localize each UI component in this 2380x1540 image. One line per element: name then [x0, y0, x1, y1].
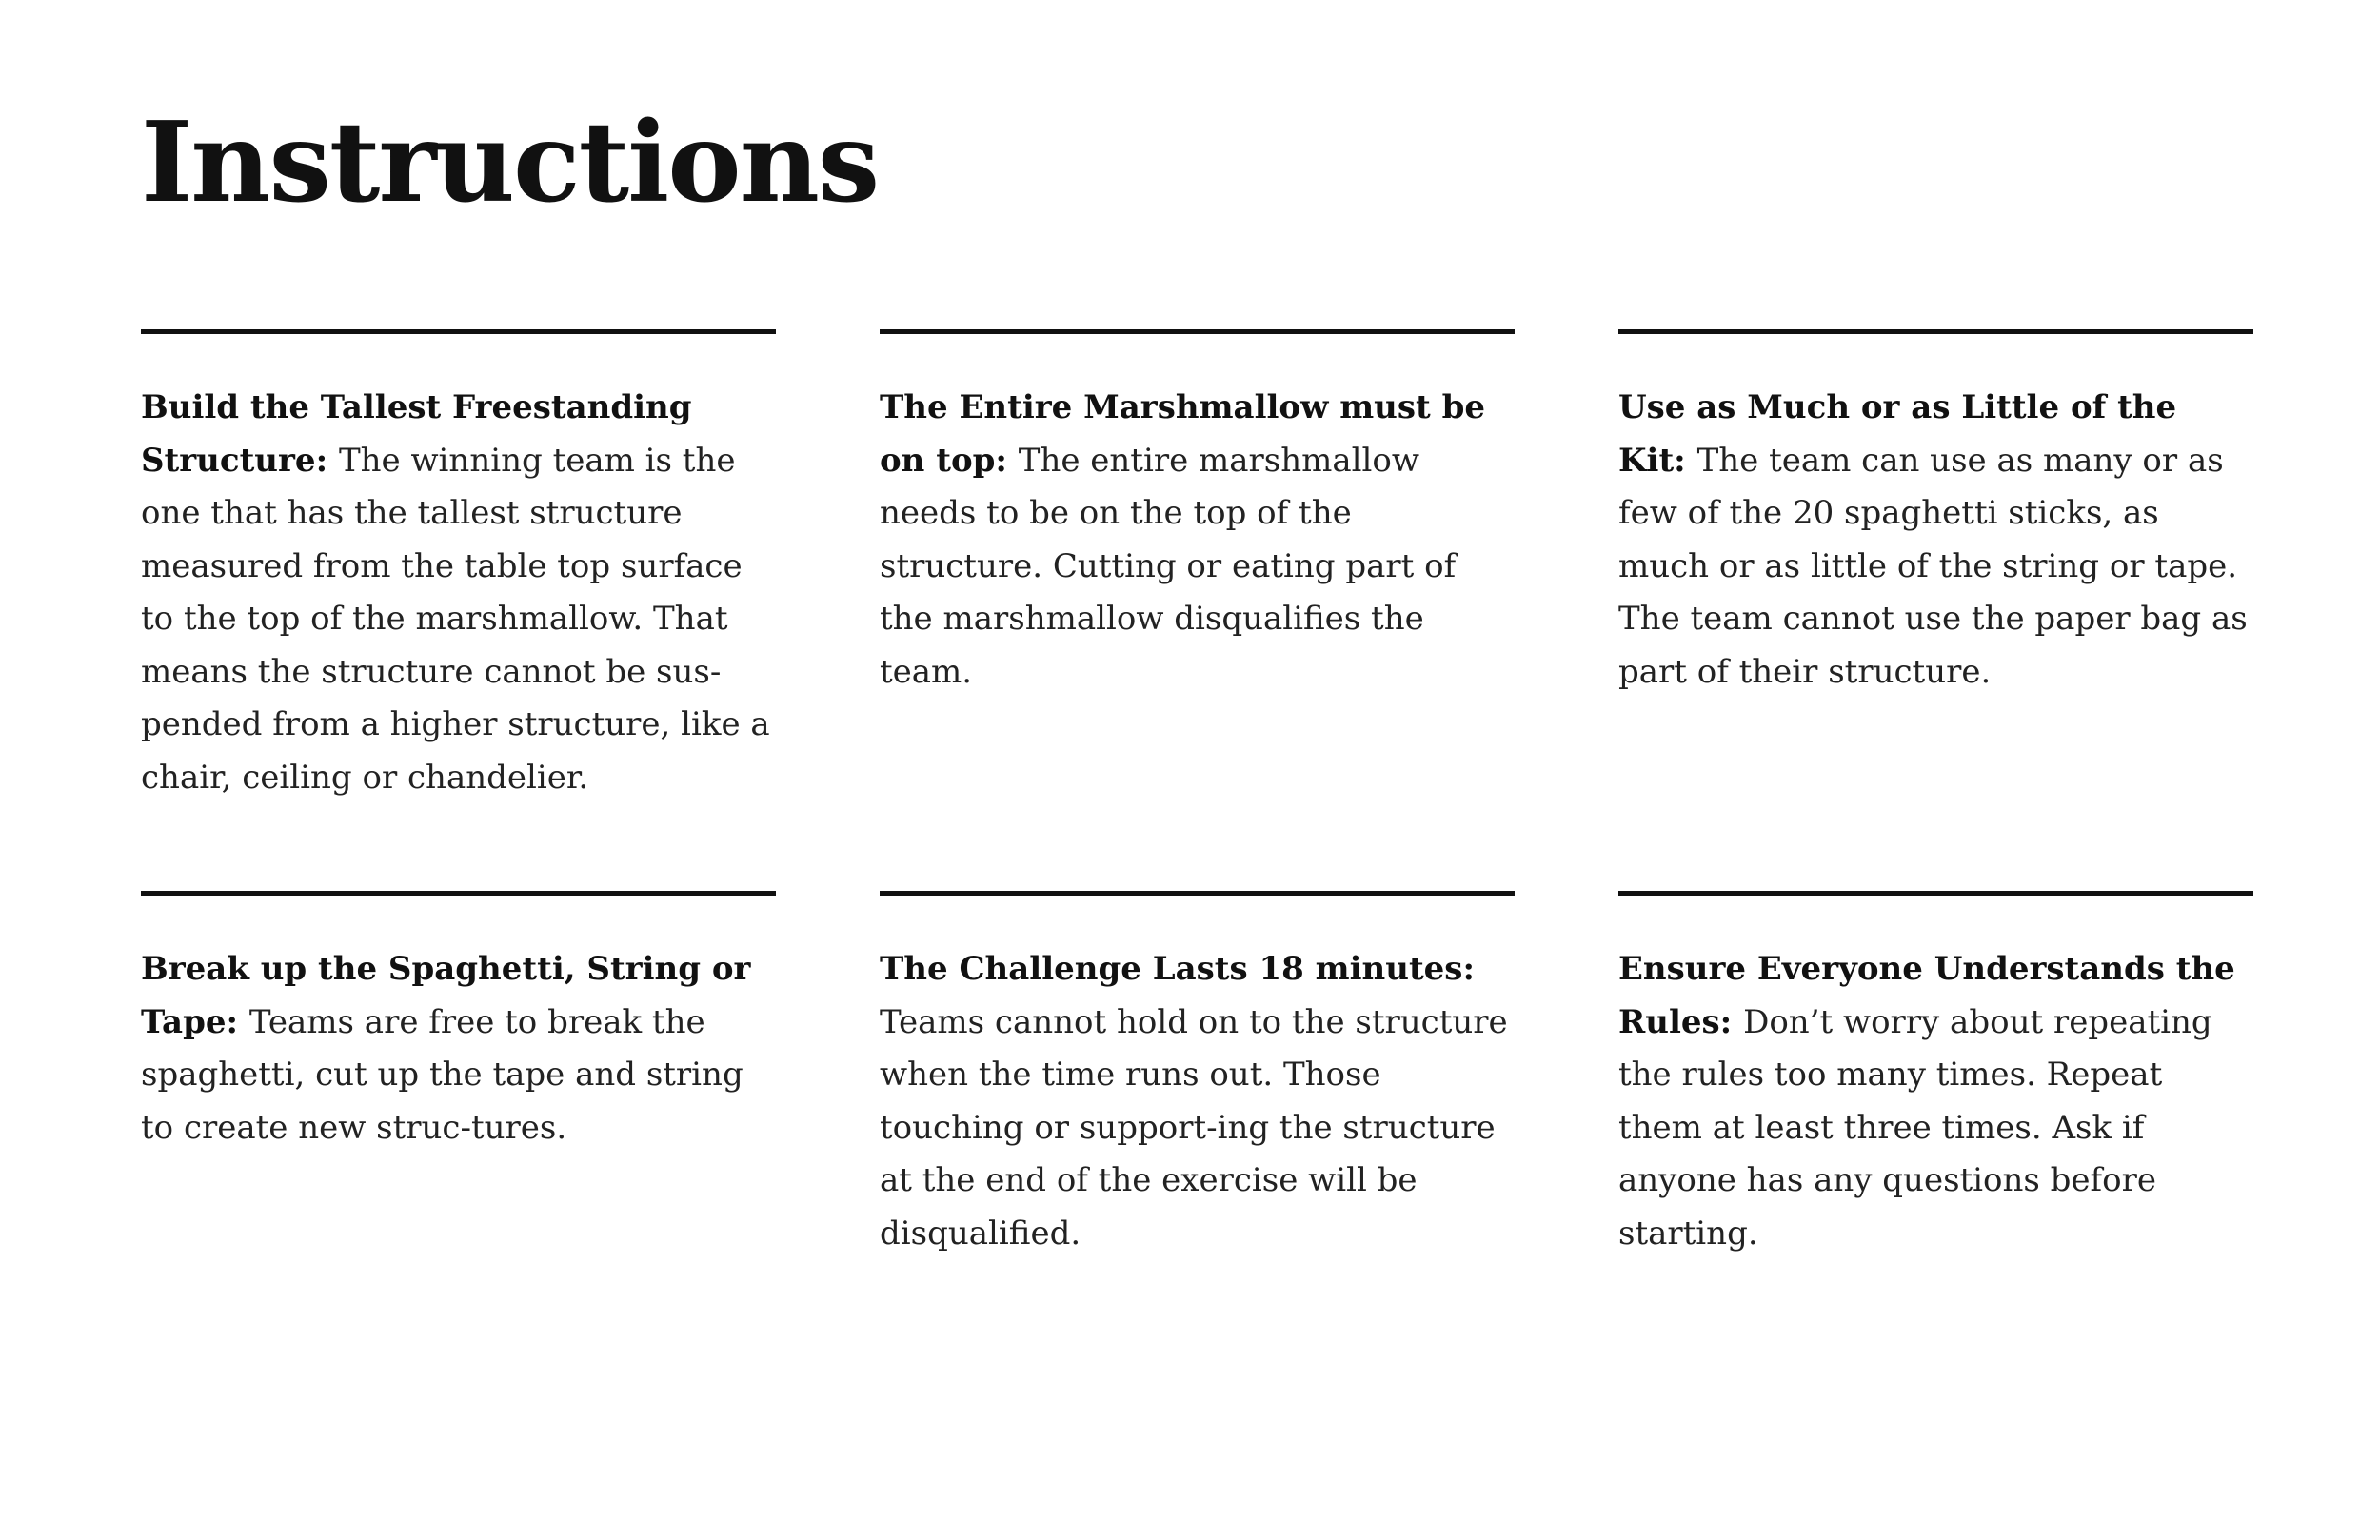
card-heading: Ensure Everyone Understands the Rules:	[1618, 950, 2235, 1041]
card-heading: Use as Much or as Little of the Kit:	[1618, 388, 2177, 480]
card-heading: The Challenge Lasts 18 minutes:	[880, 950, 1475, 988]
instruction-card-understand-rules	[1618, 891, 2253, 1291]
card-body: Don’t worry about repeating the rules too many times. Repeat them at least three times. Ask if anyone has any questions before starting.	[1618, 1002, 2212, 1253]
instruction-card-break-up-materials	[141, 891, 776, 1291]
card-body: The winning team is the one that has the tallest structure measured from the table top surface to the top of the marshmallow. That means the structure cannot be sus-pended from a higher structure, like a chair, ceiling or chandelier.	[141, 441, 770, 797]
instructions-grid	[141, 329, 2252, 1291]
card-body: The team can use as many or as few of the 20 spaghetti sticks, as much or as little of the string or tape. The team cannot use the paper bag as part of their structure.	[1618, 441, 2248, 691]
instruction-card-tallest-structure	[141, 329, 776, 891]
instruction-card-use-kit	[1618, 329, 2253, 891]
instruction-card-challenge-duration	[880, 891, 1515, 1291]
card-heading: The Entire Marshmallow must be on top:	[880, 388, 1485, 480]
card-body: Teams are free to break the spaghetti, cut up the tape and string to create new struc-tures.	[141, 1002, 744, 1147]
card-body: Teams cannot hold on to the structure when the time runs out. Those touching or support-ing the structure at the end of the exercise will be disqualified.	[880, 1002, 1508, 1253]
instruction-card-marshmallow-on-top	[880, 329, 1515, 891]
page-title: Instructions	[141, 98, 879, 227]
card-heading: Build the Tallest Freestanding Structure:	[141, 388, 692, 480]
card-body: The entire marshmallow needs to be on the top of the structure. Cutting or eating part of the marshmallow disqualifies the team.	[880, 441, 1457, 691]
card-heading: Break up the Spaghetti, String or Tape:	[141, 950, 751, 1041]
